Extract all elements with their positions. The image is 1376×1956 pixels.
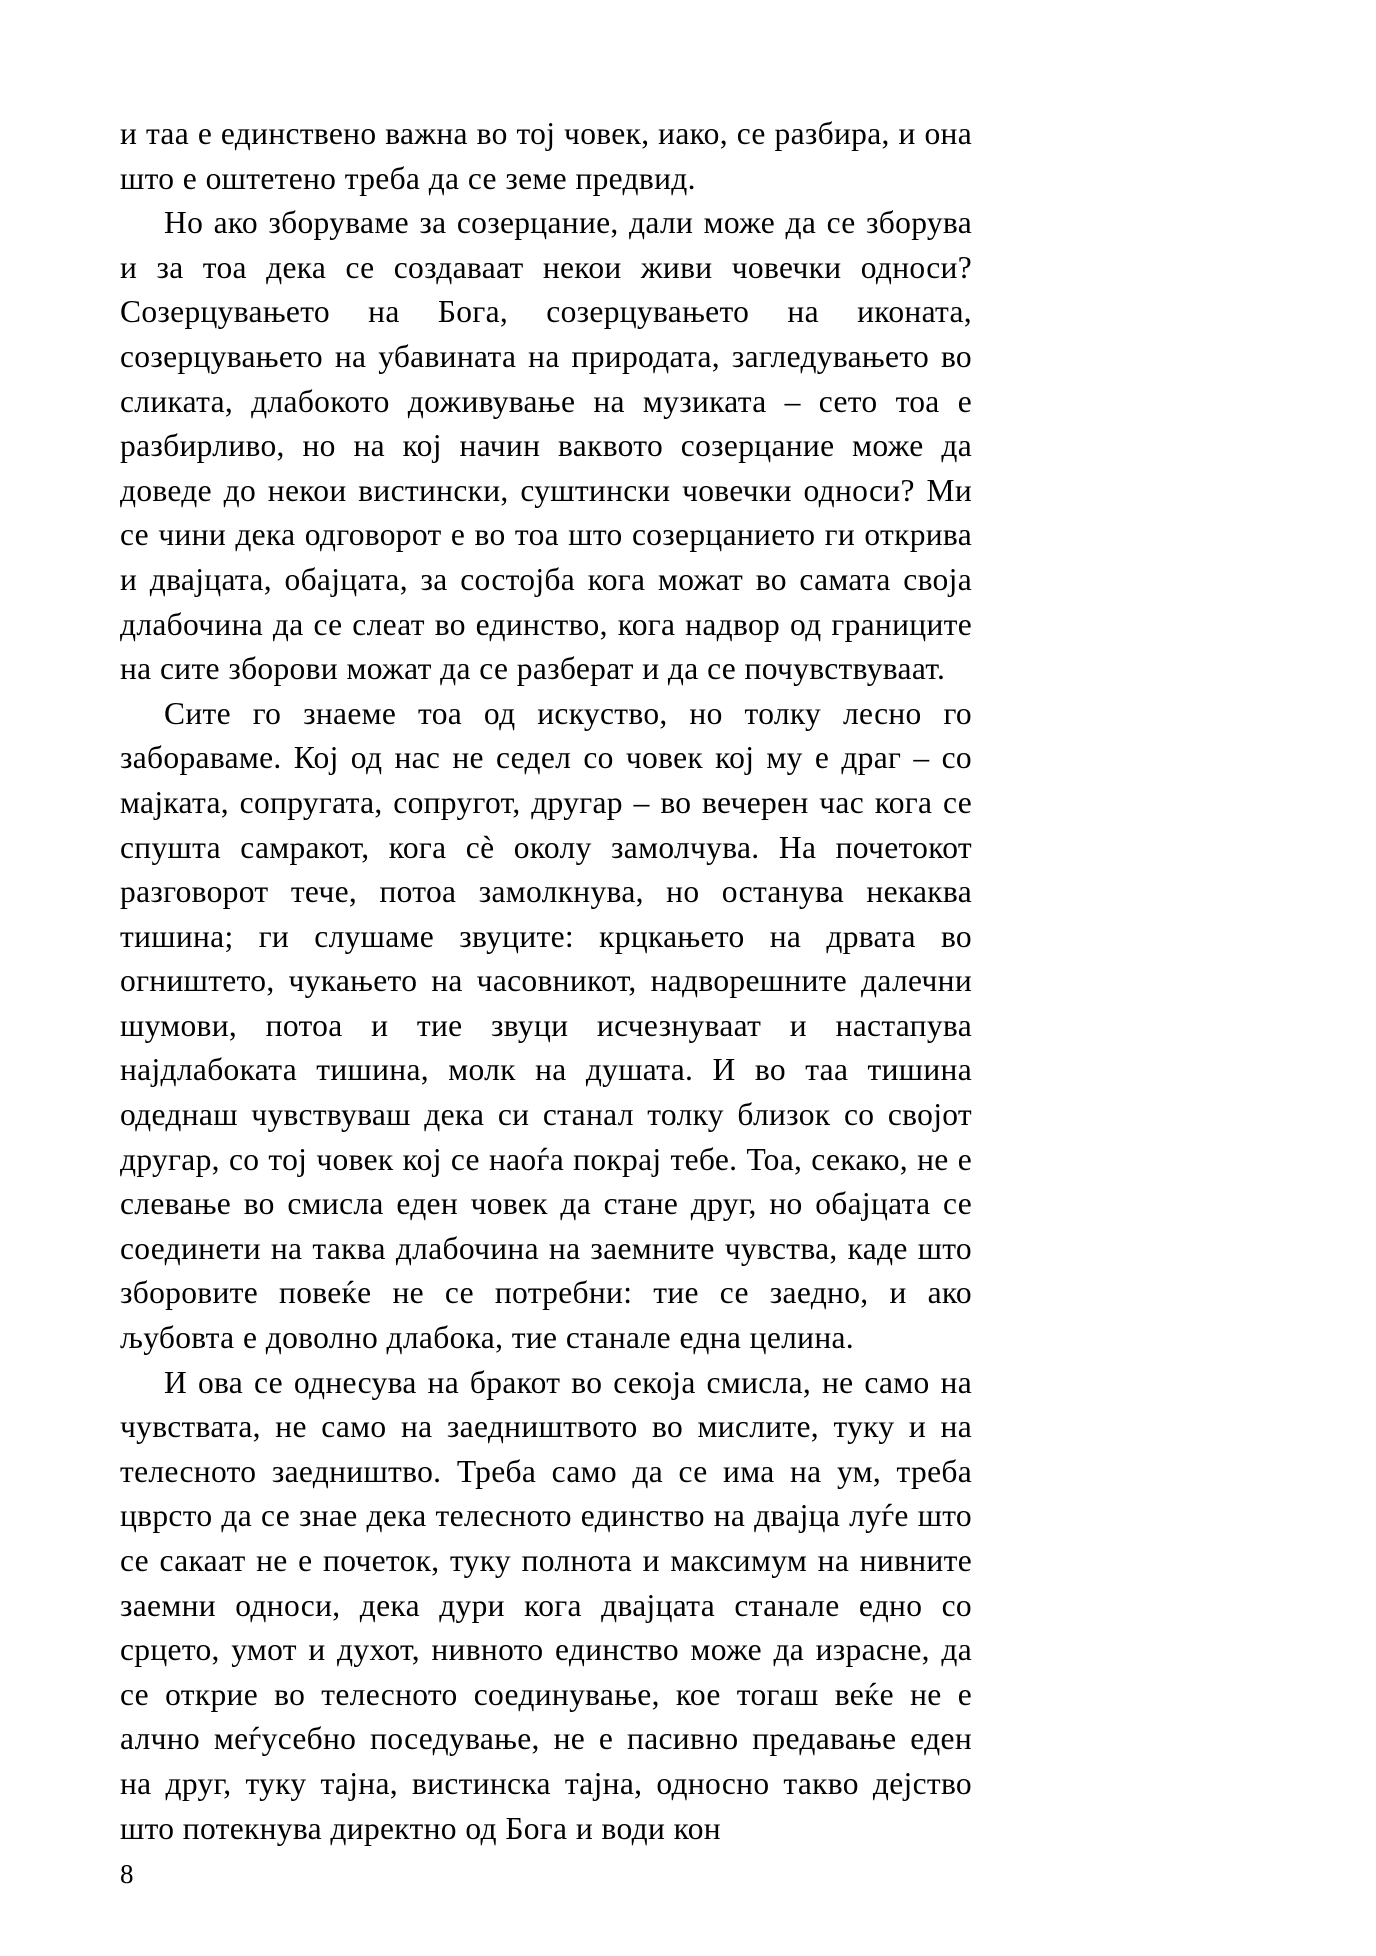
- paragraph-2: Но ако зборуваме за созерцание, дали може да се зборува и за тоа дека се создаваат некои живи човечки односи? Созерцувањето на Бога, созерцувањето на иконата, созерцувањето на убавината на природата, загледувањето во сликата, длабокото доживување на музиката – сето тоа е разбирливо, но на кој начин ваквото созерцание може да доведе до некои вистински, суштински човечки односи? Ми се чини дека одговорот е во тоа што созерцанието ги открива и двајцата, обајцата, за состојба кога можат во самата своја длабочина да се слеат во единство, кога надвор од границите на сите зборови можат да се разберат и да се почувствуваат.: [120, 205, 972, 687]
- text-column: [120, 112, 972, 1851]
- page-number: 8: [120, 1859, 134, 1889]
- paragraph-4: И ова се однесува на бракот во секоја смисла, не само на чувствата, не само на заедништвото во мислите, туку и на телесното заедништво. Треба само да се има на ум, треба цврсто да се знае дека телесното единство на двајца луѓе што се сакаат не е почеток, туку полнота и максимум на нивните заемни односи, дека дури кога двајцата станале едно со срцето, умот и духот, нивното единство може да израсне, да се открие во телесното соединување, кое тогаш веќе не е алчно меѓусебно поседување, не е пасивно предавање еден на друг, туку тајна, вистинска тајна, односно такво дејство што потекнува директно од Бога и води кон: [120, 1364, 972, 1846]
- paragraph-3: Сите го знаеме тоа од искуство, но толку лесно го забораваме. Кој од нас не седел со човек кој му е драг – со мајката, сопругата, сопругот, другар – во вечерен час кога се спушта самракот, кога сѐ околу замолчува. На почетокот разговорот тече, потоа замолкнува, но останува некаква тишина; ги слушаме звуците: крцкањето на дрвата во огништето, чукањето на часовникот, надворешните далечни шумови, потоа и тие звуци исчезнуваат и настапува најдлабоката тишина, молк на душата. И во таа тишина одеднаш чувствуваш дека си станал толку близок со својот другар, со тој човек кој се наоѓа покрај тебе. Тоа, секако, не е слевање во смисла еден човек да стане друг, но обајцата се соединети на таква длабочина на заемните чувства, каде што зборовите повеќе не се потребни: тие се заедно, и ако љубовта е доволно длабока, тие станале една целина.: [120, 695, 972, 1356]
- paragraph-1: и таа е единствено важна во тој човек, иако, се разбира, и она што е оштетено треба да се земе предвид.: [120, 116, 972, 196]
